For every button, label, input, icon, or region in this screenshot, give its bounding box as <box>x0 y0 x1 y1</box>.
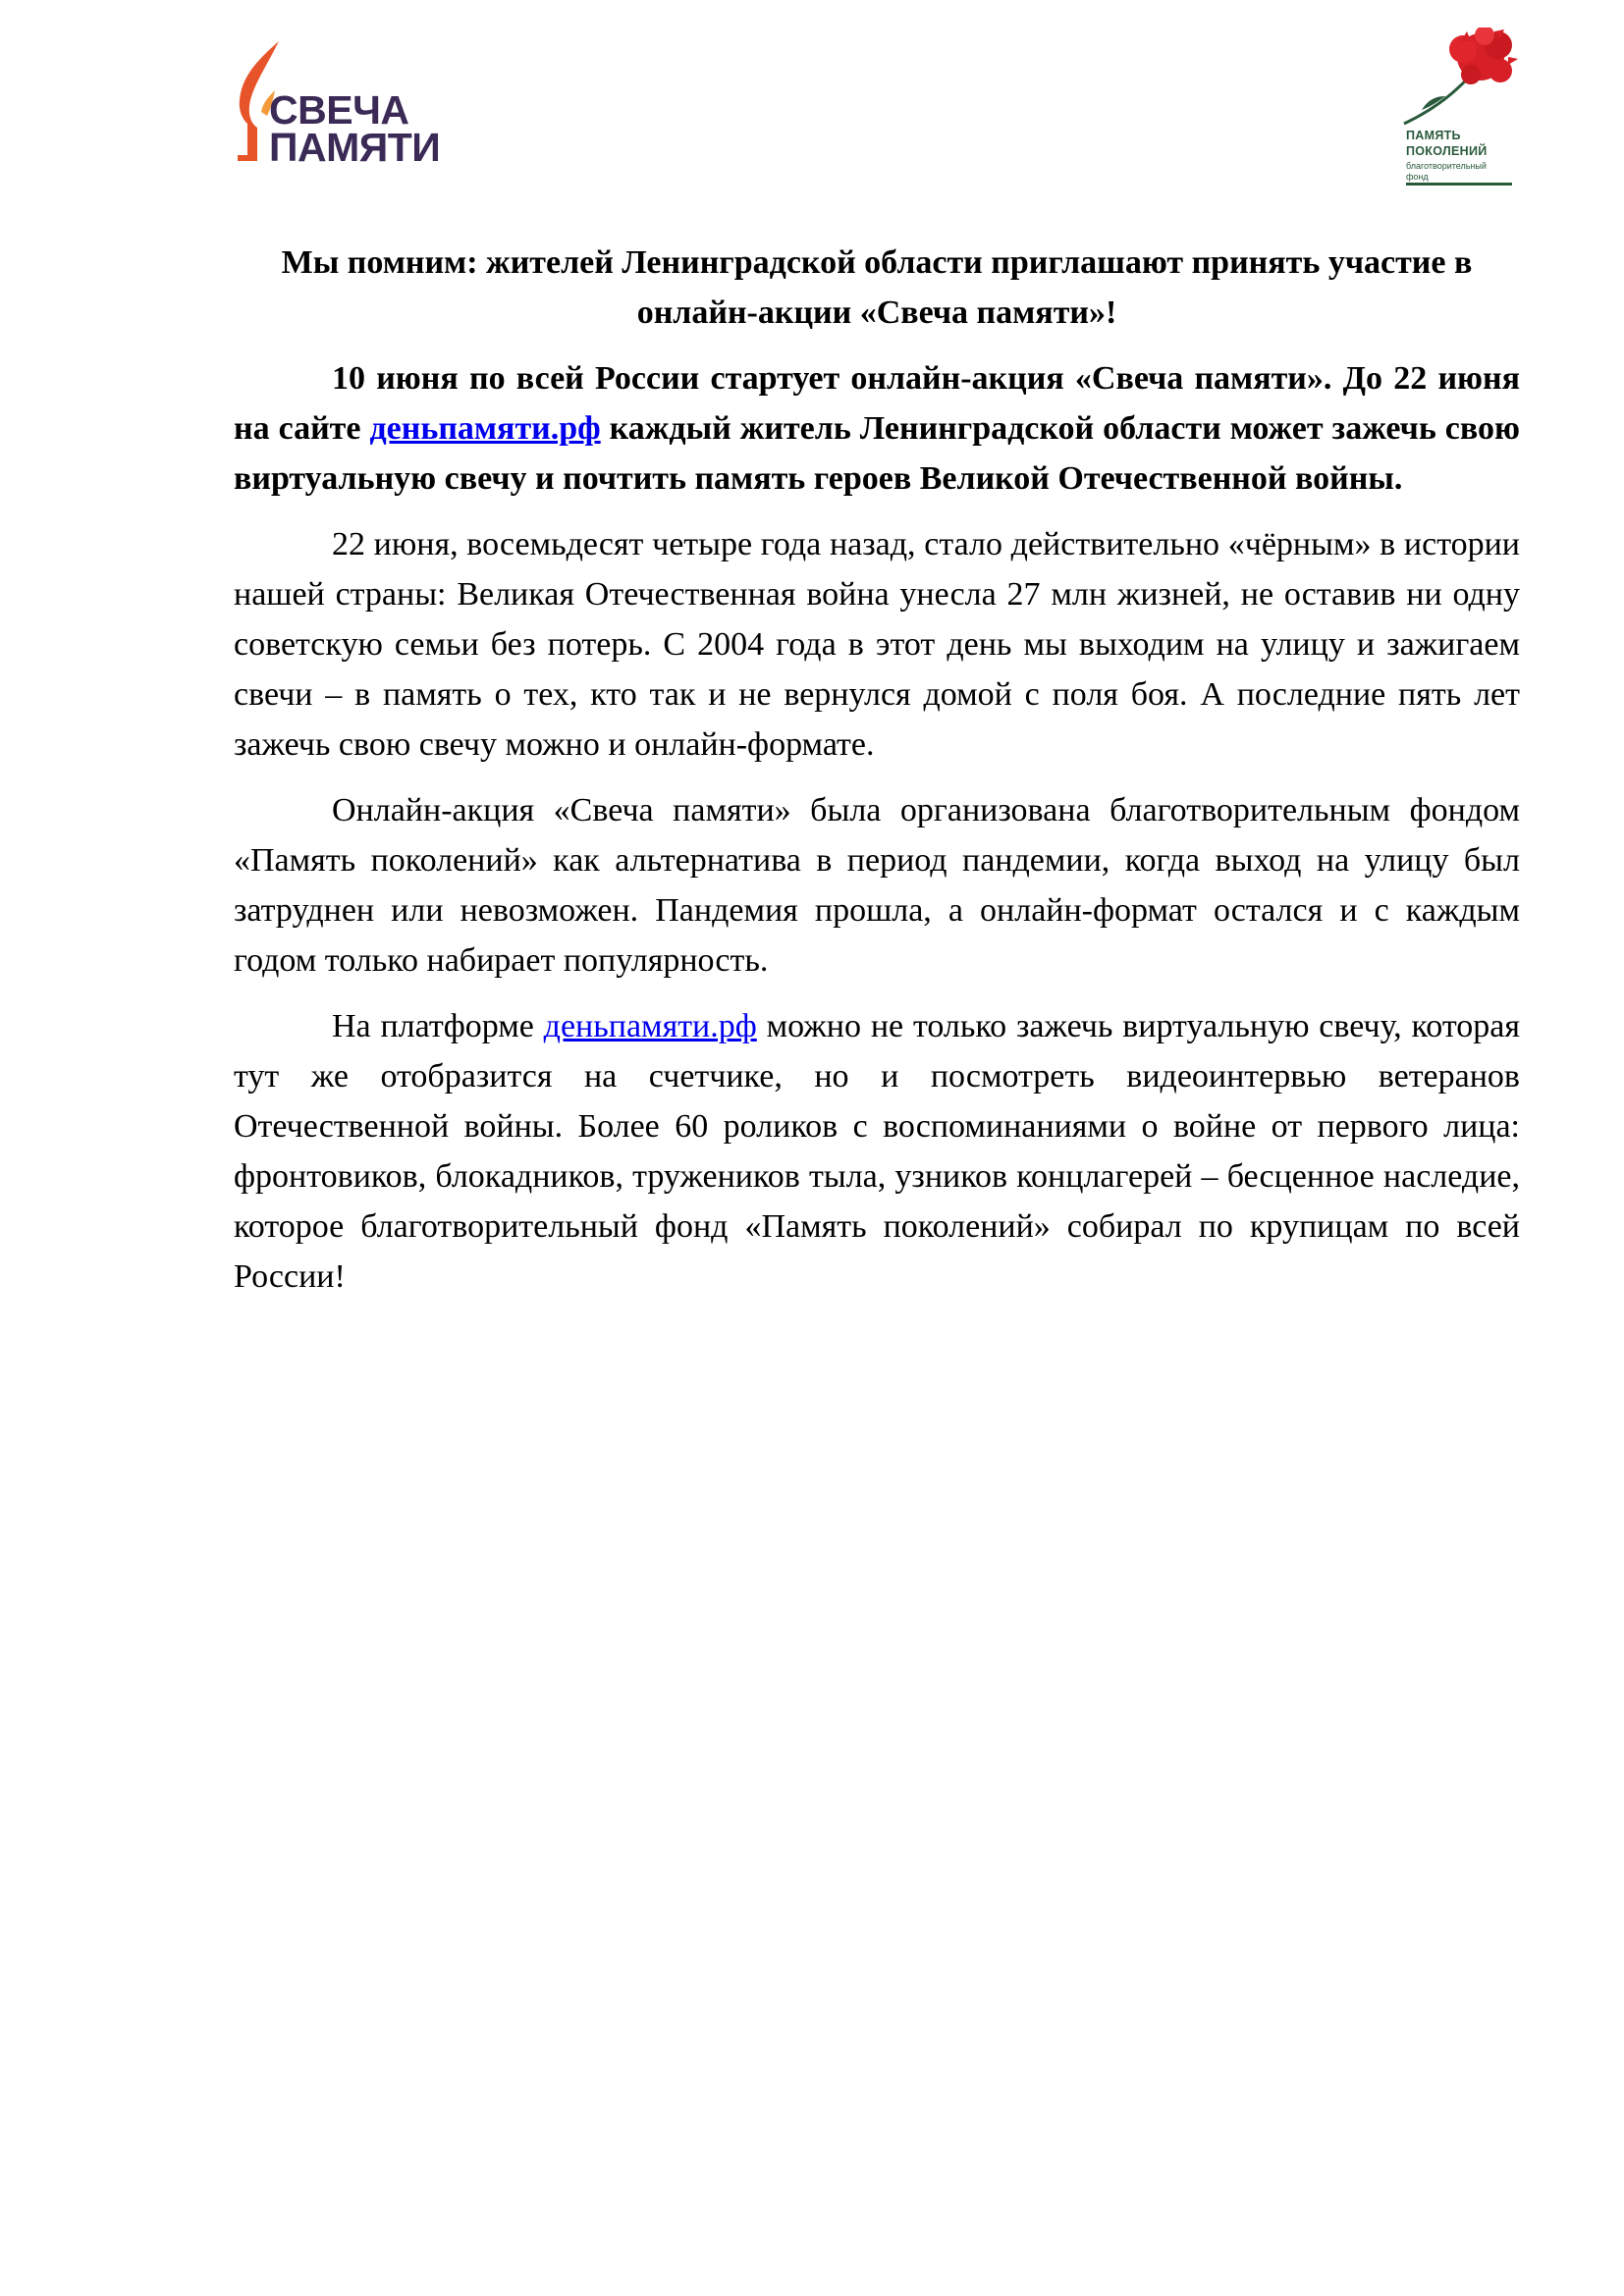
den-pamyati-link[interactable]: деньпамяти.рф <box>369 410 601 447</box>
document-body <box>234 238 1520 1317</box>
logo-right-line4: фонд <box>1406 172 1429 182</box>
paragraph-history: 22 июня, восемьдесят четыре года назад, стало действительно «чёрным» в истории нашей страны: Великая Отечественная война унесла 27 млн жизней, не оставив ни одну советскую семьи без потерь. С 2004 года в этот день мы выходим на улицу и зажигаем свечи – в память о тех, кто так и не вернулся домой с поля боя. А последние пять лет зажечь свою свечу можно и онлайн-формате. <box>234 526 1520 763</box>
svecha-pamyati-logo <box>232 39 458 170</box>
document-title: Мы помним: жителей Ленинградской области приглашают принять участие в онлайн-акции «Свеча памяти»! <box>281 244 1473 331</box>
platform-text-1: На платформе <box>332 1008 544 1044</box>
lead-text-1: 10 июня по всей России стартует онлайн-акция «Свеча памяти». До 22 июня на сайте <box>234 360 1520 447</box>
lead-text-2: каждый житель Ленинградской области может зажечь свою виртуальную свечу и почтить память героев Великой Отечественной войны. <box>234 410 1520 497</box>
logo-right-line2: ПОКОЛЕНИЙ <box>1406 144 1488 158</box>
pamyat-pokoleniy-logo <box>1402 27 1520 194</box>
logo-left-line1: СВЕЧА <box>269 87 409 133</box>
lead-paragraph <box>234 353 1520 504</box>
logo-right-underline <box>1406 183 1512 186</box>
logo-left-line2: ПАМЯТИ <box>269 125 441 170</box>
den-pamyati-link-2[interactable]: деньпамяти.рф <box>543 1008 757 1044</box>
logo-right-line1: ПАМЯТЬ <box>1406 129 1461 142</box>
platform-text-2: можно не только зажечь виртуальную свечу, которая тут же отобразится на счетчике, но и посмотреть видеоинтервью ветеранов Отечественной войны. Более 60 роликов с воспоминаниями о войне от первого лица: фронтовиков, блокадников, тружеников тыла, узников концлагерей – бесценное наследие, которое благотворительный фонд «Память поколений» собирал по крупицам по всей России! <box>234 1008 1521 1295</box>
paragraph-platform <box>234 1001 1520 1302</box>
carnation-flower-icon <box>1402 27 1520 126</box>
logo-right-line3: благотворительный <box>1406 161 1487 171</box>
paragraph-origin: Онлайн-акция «Свеча памяти» была организована благотворительным фондом «Память поколений» как альтернатива в период пандемии, когда выход на улицу был затруднен или невозможен. Пандемия прошла, а онлайн-формат остался и с каждым годом только набирает популярность. <box>234 792 1520 979</box>
